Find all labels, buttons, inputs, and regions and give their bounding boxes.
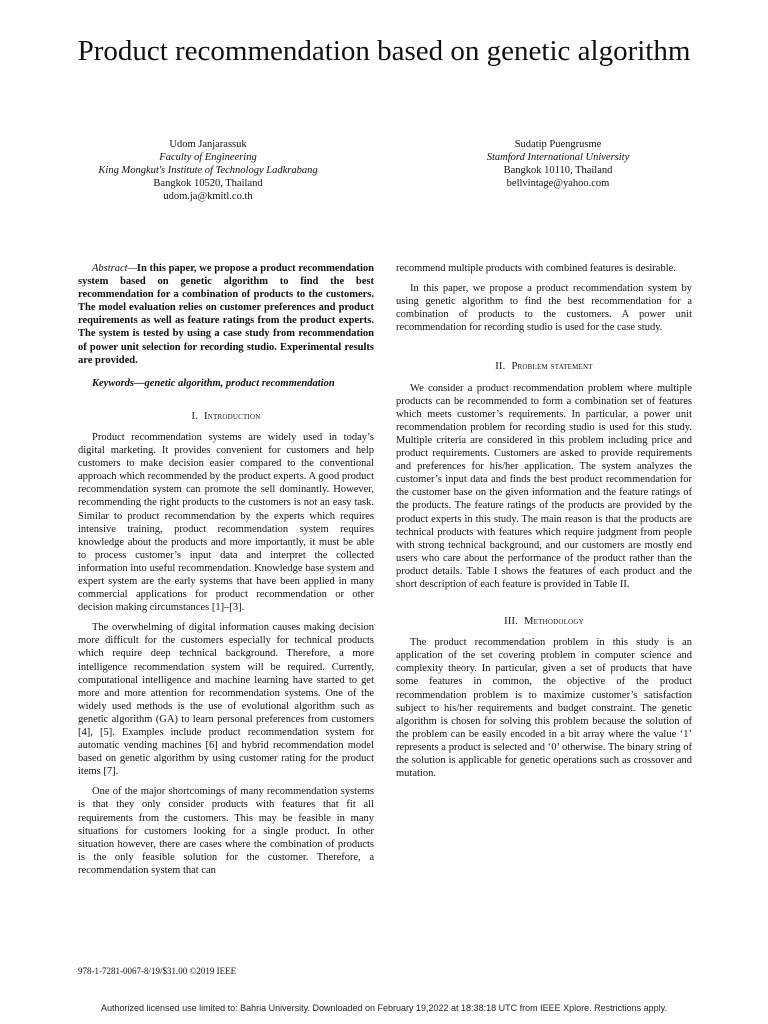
section-number: III.	[504, 616, 519, 628]
abstract-body: In this paper, we propose a product recommendation system based on genetic algorithm to find the best recommendation for a combination of products to the customers. The model evaluation relies on customer preferences and product requirements as well as feature ratings from the product experts. The system is tested by using a case study from recommendation of power unit selection for recording studio. Experimental results are provided.	[78, 263, 374, 366]
right-column	[396, 262, 692, 787]
abstract-lead: Abstract—	[92, 263, 137, 274]
paragraph: The product recommendation problem in this study is an application of the set covering problem in computer science and complexity theory. In particular, given a set of products that have some features in common, the objective of the product recommendation problem is to maximize customer’s satisfaction subject to his/her requirements and budget constraint. The genetic algorithm is chosen for solving this problem because the solution of the problem can be easily encoded in a bit array where the value ‘1’ represents a product is selected and ‘0’ otherwise. The binary string of the solution is applicable for genetic operations such as crossover and mutation.	[396, 637, 692, 780]
section-title: Methodology	[524, 616, 584, 628]
author-email: bellvintage@yahoo.com	[506, 178, 610, 189]
author-address: Bangkok 10110, Thailand	[503, 165, 613, 176]
section-heading-introduction	[78, 410, 374, 423]
footer-isbn: 978-1-7281-0067-8/19/$31.00 ©2019 IEEE	[78, 966, 237, 976]
left-column	[78, 262, 374, 884]
author-block-1	[58, 138, 358, 203]
section-number: II.	[495, 361, 506, 373]
author-block-2	[408, 138, 708, 190]
author-affiliation: Faculty of Engineering	[159, 152, 257, 163]
abstract	[78, 262, 374, 367]
author-name: Udom Janjarassuk	[169, 139, 247, 150]
keywords	[78, 377, 374, 390]
paper-title: Product recommendation based on genetic algorithm	[77, 35, 691, 67]
author-name: Sudatip Puengrusme	[514, 139, 602, 150]
paragraph: One of the major shortcomings of many recommendation systems is that they only consider products with features that fit all requirements from the customers. This may be feasible in many situations for customers looking for a single product. In other situation however, there are cases where the combination of products is the only feasible solution for the customer. Therefore, a recommendation system that can	[78, 786, 374, 876]
footer-license-notice: Authorized licensed use limited to: Bahria University. Downloaded on February 19,2022 at 18:38:18 UTC from IEEE Xplore. Restrictions apply.	[101, 1003, 667, 1013]
section-title: Introduction	[204, 410, 261, 422]
keywords-body: genetic algorithm, product recommendation	[144, 377, 335, 389]
section-number: I.	[191, 410, 199, 422]
keywords-lead: Keywords—	[92, 377, 145, 389]
section-heading-methodology	[396, 615, 692, 628]
paragraph: We consider a product recommendation problem where multiple products can be recommended to form a combination set of features which meets customer’s requirements. In particular, a power unit recommendation problem for recording studio is used for this study. Multiple criteria are considered in this problem including price and product requirements. Customers are asked to provide requirements and preferences for his/her application. The system analyzes the customer’s input data and finds the best product recommendation for the customer base on the given information and the feature ratings of the products. The feature ratings of the products are provided by the product experts in this study. The main reason is that the products are technical products with features which require judgment from people with strong technical background, and our customers are mostly end users who care about the performance of the product rather than the product details. Table I shows the features of each product and the short description of each feature is provided in Table II.	[396, 382, 692, 590]
paragraph: The overwhelming of digital information causes making decision more difficult for the customers especially for technical products which require deep technical background. Therefore, a more intelligence recommendation system will be required. Currently, computational intelligence and machine learning have started to get more and more attention for recommendation systems. One of the widely used methods is the use of evolutional algorithm such as genetic algorithm (GA) to learn personal preferences from customers [4], [5]. Examples include product recommendation system for automatic vending machines [6] and hybrid recommendation model based on genetic algorithm by using customer rating for the product items [7].	[78, 622, 374, 778]
paragraph: Product recommendation systems are widely used in today’s digital marketing. It provides convenient for customers and help customers to make decision easier compared to the conventional approach which recommended by the product experts. A good product recommendation system can promote the sell dominantly. However, recommending the right products to the customers is not an easy task. Similar to product recommendation by the experts which requires intensive training, product recommendation system requires knowledge about the products and more importantly, it must be able to process customer’s input data and interpret the collected information into useful recommendation. Knowledge base system and expert system are the early systems that have been applied in many commercial applications for product recommendation or other decision making circumstances [1]–[3].	[78, 431, 374, 614]
paragraph: recommend multiple products with combined features is desirable.	[396, 263, 676, 274]
author-affiliation: Stamford International University	[486, 152, 630, 163]
paragraph: In this paper, we propose a product recommendation system by using genetic algorithm to find the best recommendation for a combination of products to the customers. A power unit recommendation for recording studio is used for the case study.	[396, 283, 692, 334]
author-address: Bangkok 10520, Thailand	[153, 178, 263, 189]
section-heading-problem-statement	[396, 360, 692, 373]
section-title: Problem statement	[511, 361, 593, 373]
author-affiliation: King Mongkut's Institute of Technology Ladkrabang	[98, 165, 318, 176]
author-email: udom.ja@kmitl.co.th	[163, 191, 253, 202]
